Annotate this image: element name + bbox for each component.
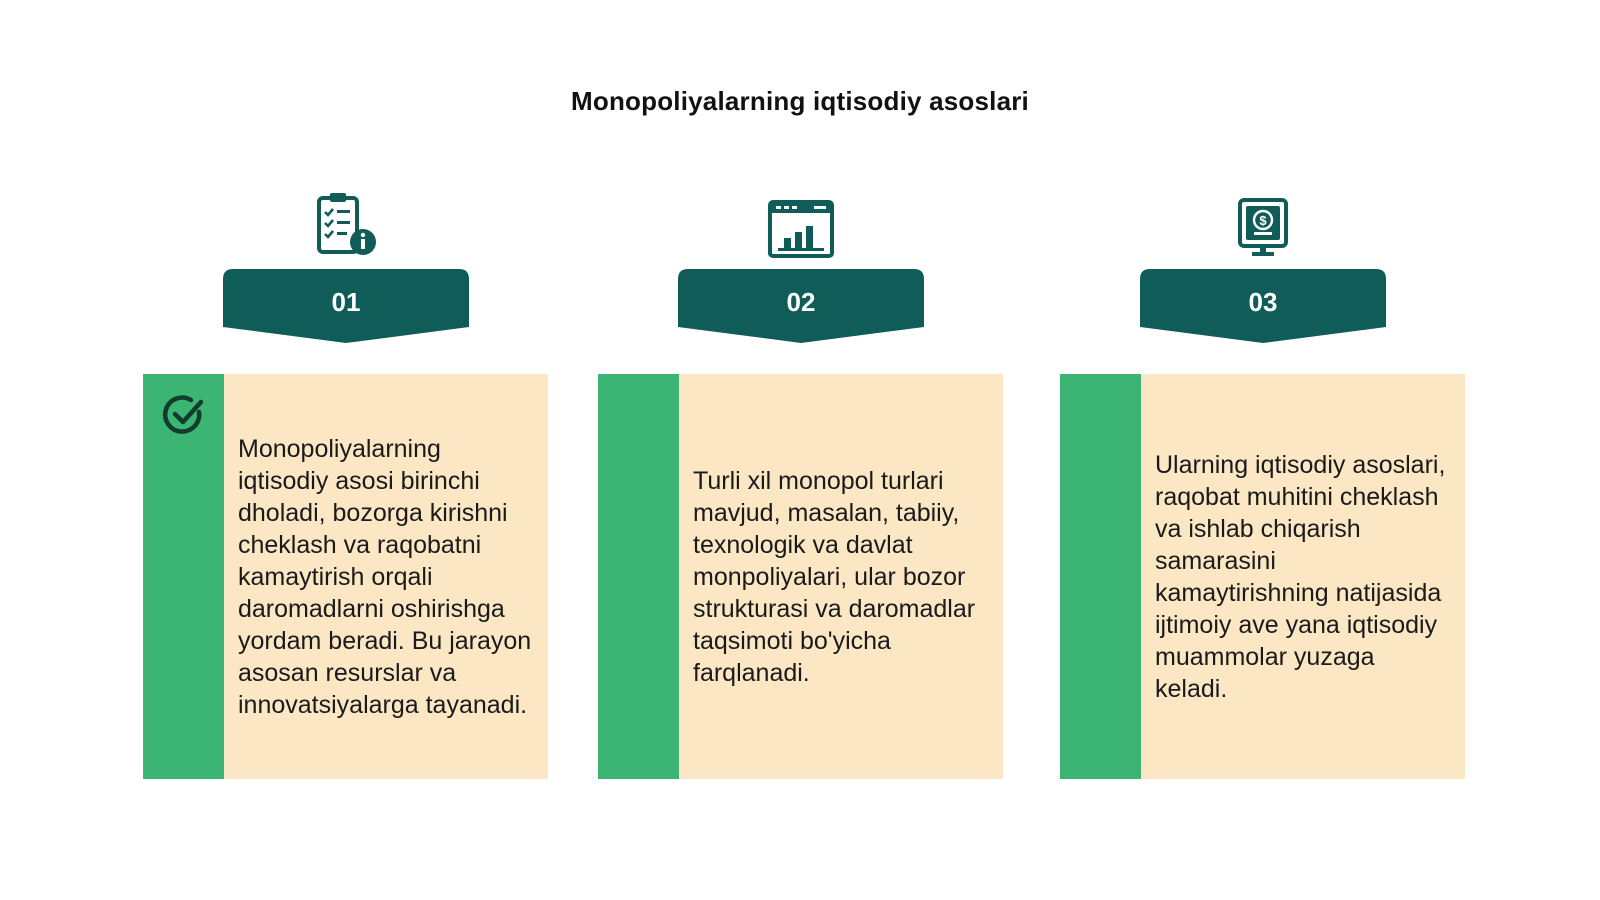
column-03 xyxy=(1060,0,1465,900)
step-badge-01 xyxy=(223,269,469,347)
step-number: 01 xyxy=(331,287,361,317)
card-text-content: Turli xil monopol turlari mavjud, masalan, tabiiy, texnologik va davlat monpoliyalari, ular bozor strukturasi va daromadlar taqsimoti bo'yicha farqlanadi. xyxy=(693,466,976,687)
card-stripe xyxy=(598,374,679,779)
column-02 xyxy=(598,0,1003,900)
card-text-content: Monopoliyalarning iqtisodiy asosi birinchi dholadi, bozorga kirishni cheklash va raqobatni kamaytirish orqali daromadlarni oshirishga yordam beradi. Bu jarayon asosan resurslar va innovatsiyalarga tayanadi. xyxy=(238,434,532,719)
card-text xyxy=(693,374,991,779)
column-01 xyxy=(143,0,548,900)
bar-chart-window-icon xyxy=(598,188,1003,258)
card-stripe xyxy=(1060,374,1141,779)
card-text xyxy=(1155,374,1453,779)
svg-text:$: $ xyxy=(1258,213,1267,228)
info-card-02 xyxy=(598,374,1003,779)
step-badge-02 xyxy=(678,269,924,347)
info-card-01 xyxy=(143,374,548,779)
dollar-monitor-icon xyxy=(1060,188,1465,258)
card-stripe xyxy=(143,374,224,779)
clipboard-checklist-info-icon xyxy=(143,188,548,258)
page-title: Monopoliyalarning iqtisodiy asoslari xyxy=(571,86,1029,116)
info-card-03 xyxy=(1060,374,1465,779)
step-number: 03 xyxy=(1248,287,1278,317)
step-badge-03 xyxy=(1140,269,1386,347)
check-circle-icon xyxy=(161,392,207,438)
card-text-content: Ularning iqtisodiy asoslari, raqobat muhitini cheklash va ishlab chiqarish samarasini kamaytirishning natijasida ijtimoiy ave yana iqtisodiy muammolar yuzaga keladi. xyxy=(1155,450,1446,703)
step-number: 02 xyxy=(786,287,816,317)
card-text xyxy=(238,374,536,779)
